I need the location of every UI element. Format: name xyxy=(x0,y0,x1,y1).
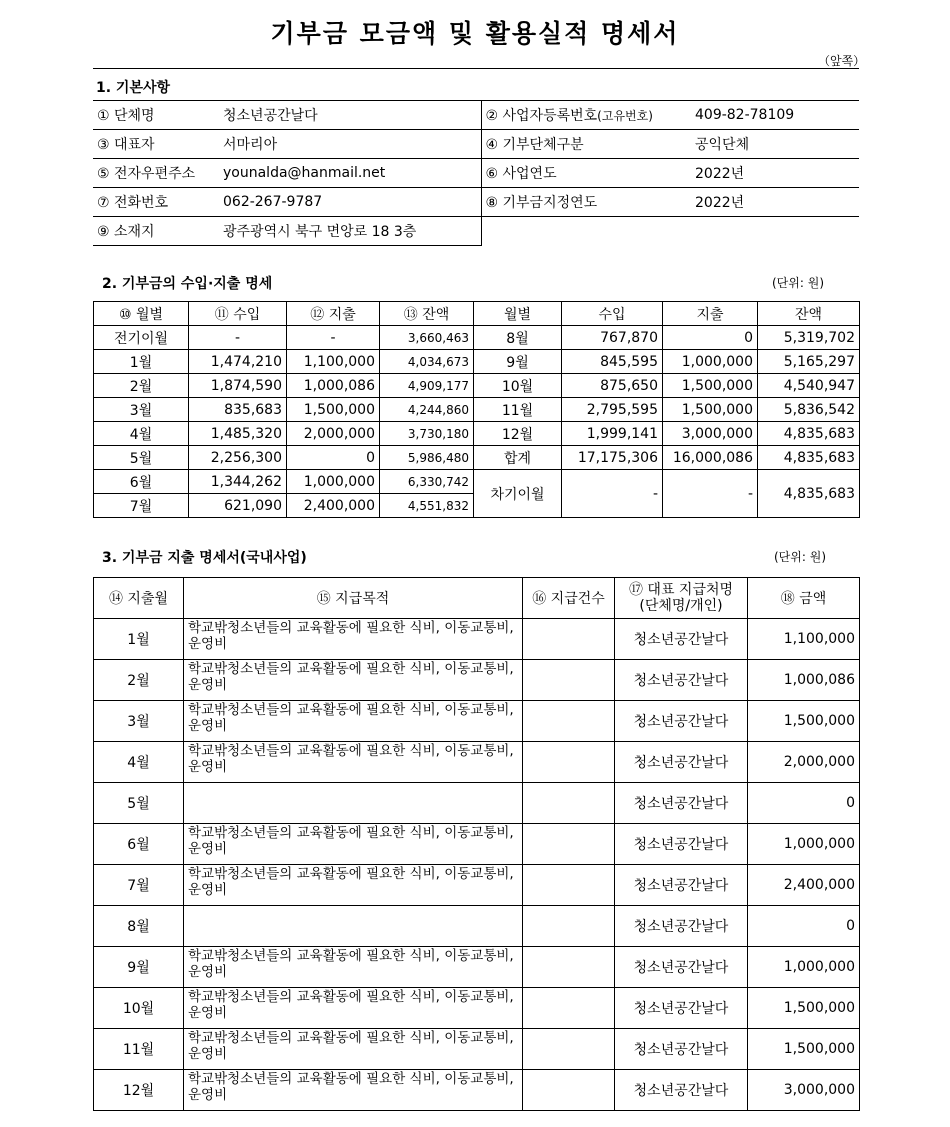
expense-row xyxy=(94,1029,860,1070)
income-month: 9월 xyxy=(474,350,562,374)
income-out: 0 xyxy=(663,326,758,350)
expense-month: 11월 xyxy=(94,1029,184,1070)
basic-info-label-text: ⑧ 기부금지정연도 xyxy=(485,195,598,211)
expense-month: 6월 xyxy=(94,824,184,865)
basic-info-label xyxy=(481,130,691,159)
expense-row xyxy=(94,947,860,988)
expense-month: 4월 xyxy=(94,742,184,783)
expense-count xyxy=(523,947,615,988)
basic-info-value: 공익단체 xyxy=(691,130,859,159)
income-expense-table xyxy=(93,301,860,518)
income-header-cell: 잔액 xyxy=(758,302,860,326)
income-header-cell: 월별 xyxy=(474,302,562,326)
expense-header-recipient-line2: (단체명/개인) xyxy=(639,598,723,614)
expense-count xyxy=(523,701,615,742)
basic-info-label xyxy=(481,101,691,130)
basic-info-value: 2022년 xyxy=(691,159,859,188)
expense-header-amount: ⑱ 금액 xyxy=(748,578,860,619)
expense-count xyxy=(523,742,615,783)
expense-header-count: ⑯ 지급건수 xyxy=(523,578,615,619)
expense-amount: 1,100,000 xyxy=(748,619,860,660)
address-label: ⑨ 소재지 xyxy=(93,217,219,246)
expense-recipient: 청소년공간날다 xyxy=(615,1070,748,1111)
expense-month: 10월 xyxy=(94,988,184,1029)
income-in: 17,175,306 xyxy=(562,446,663,470)
income-out: 1,000,086 xyxy=(287,374,380,398)
expense-row xyxy=(94,742,860,783)
basic-info-row xyxy=(93,188,859,217)
income-out: 1,000,000 xyxy=(287,470,380,494)
expense-row xyxy=(94,988,860,1029)
expense-amount: 1,000,000 xyxy=(748,824,860,865)
expense-recipient: 청소년공간날다 xyxy=(615,906,748,947)
expense-purpose: 학교밖청소년들의 교육활동에 필요한 식비, 이동교통비, 운영비 xyxy=(184,701,523,742)
income-in: 1,999,141 xyxy=(562,422,663,446)
income-month: 5월 xyxy=(94,446,189,470)
expense-header-purpose: ⑮ 지급목적 xyxy=(184,578,523,619)
basic-info-value: 청소년공간날다 xyxy=(219,101,481,130)
basic-info-value: 서마리아 xyxy=(219,130,481,159)
income-month: 12월 xyxy=(474,422,562,446)
expense-recipient: 청소년공간날다 xyxy=(615,865,748,906)
expense-detail-table xyxy=(93,577,860,1111)
expense-amount: 0 xyxy=(748,783,860,824)
expense-row xyxy=(94,906,860,947)
expense-purpose xyxy=(184,906,523,947)
expense-row xyxy=(94,619,860,660)
page-side-note: （앞쪽） xyxy=(818,54,866,68)
income-out: - xyxy=(663,470,758,518)
income-balance: 6,330,742 xyxy=(380,470,474,494)
income-in: 2,795,595 xyxy=(562,398,663,422)
expense-row xyxy=(94,783,860,824)
expense-month: 3월 xyxy=(94,701,184,742)
income-out: 16,000,086 xyxy=(663,446,758,470)
expense-row xyxy=(94,865,860,906)
income-header-cell: ⑬ 잔액 xyxy=(380,302,474,326)
income-balance: 4,835,683 xyxy=(758,470,860,518)
basic-info-value: 062-267-9787 xyxy=(219,188,481,217)
income-balance: 4,244,860 xyxy=(380,398,474,422)
income-month: 8월 xyxy=(474,326,562,350)
section3-heading: 3. 기부금 지출 명세서(국내사업) xyxy=(102,550,307,566)
basic-info-value: younalda@hanmail.net xyxy=(219,159,481,188)
expense-recipient: 청소년공간날다 xyxy=(615,824,748,865)
income-in: 875,650 xyxy=(562,374,663,398)
income-out: 2,400,000 xyxy=(287,494,380,518)
expense-count xyxy=(523,906,615,947)
income-balance: 5,319,702 xyxy=(758,326,860,350)
income-month: 3월 xyxy=(94,398,189,422)
basic-info-label: ⑤ 전자우편주소 xyxy=(93,159,219,188)
expense-month: 12월 xyxy=(94,1070,184,1111)
income-in: - xyxy=(562,470,663,518)
income-header-cell: 지출 xyxy=(663,302,758,326)
income-balance: 3,730,180 xyxy=(380,422,474,446)
expense-purpose: 학교밖청소년들의 교육활동에 필요한 식비, 이동교통비, 운영비 xyxy=(184,1070,523,1111)
expense-amount: 3,000,000 xyxy=(748,1070,860,1111)
income-in: 2,256,300 xyxy=(189,446,287,470)
basic-info-label-text: ④ 기부단체구분 xyxy=(485,137,584,153)
expense-purpose: 학교밖청소년들의 교육활동에 필요한 식비, 이동교통비, 운영비 xyxy=(184,865,523,906)
expense-recipient: 청소년공간날다 xyxy=(615,660,748,701)
expense-purpose: 학교밖청소년들의 교육활동에 필요한 식비, 이동교통비, 운영비 xyxy=(184,742,523,783)
income-row xyxy=(94,398,860,422)
address-value: 광주광역시 북구 면앙로 18 3층 xyxy=(219,217,481,246)
income-out: 1,000,000 xyxy=(663,350,758,374)
income-month: 2월 xyxy=(94,374,189,398)
expense-recipient: 청소년공간날다 xyxy=(615,742,748,783)
basic-info-label: ③ 대표자 xyxy=(93,130,219,159)
expense-month: 8월 xyxy=(94,906,184,947)
expense-purpose: 학교밖청소년들의 교육활동에 필요한 식비, 이동교통비, 운영비 xyxy=(184,1029,523,1070)
document-title: 기부금 모금액 및 활용실적 명세서 xyxy=(270,19,680,48)
expense-count xyxy=(523,988,615,1029)
expense-purpose: 학교밖청소년들의 교육활동에 필요한 식비, 이동교통비, 운영비 xyxy=(184,824,523,865)
expense-purpose: 학교밖청소년들의 교육활동에 필요한 식비, 이동교통비, 운영비 xyxy=(184,619,523,660)
income-row xyxy=(94,422,860,446)
expense-header-row xyxy=(94,578,860,619)
income-month: 11월 xyxy=(474,398,562,422)
basic-info-table xyxy=(93,100,859,246)
expense-amount: 2,400,000 xyxy=(748,865,860,906)
expense-count xyxy=(523,783,615,824)
expense-amount: 1,000,000 xyxy=(748,947,860,988)
expense-row xyxy=(94,824,860,865)
income-header-cell: ⑩ 월별 xyxy=(94,302,189,326)
income-balance: 4,909,177 xyxy=(380,374,474,398)
section1-heading: 1. 기본사항 xyxy=(96,80,171,96)
income-in: 1,344,262 xyxy=(189,470,287,494)
expense-amount: 1,500,000 xyxy=(748,988,860,1029)
income-in: 1,474,210 xyxy=(189,350,287,374)
expense-row xyxy=(94,660,860,701)
income-balance: 3,660,463 xyxy=(380,326,474,350)
income-row xyxy=(94,350,860,374)
expense-month: 9월 xyxy=(94,947,184,988)
expense-recipient: 청소년공간날다 xyxy=(615,701,748,742)
expense-header-recipient xyxy=(615,578,748,619)
expense-amount: 0 xyxy=(748,906,860,947)
expense-purpose: 학교밖청소년들의 교육활동에 필요한 식비, 이동교통비, 운영비 xyxy=(184,660,523,701)
expense-row xyxy=(94,1070,860,1111)
income-out: - xyxy=(287,326,380,350)
expense-month: 1월 xyxy=(94,619,184,660)
income-row xyxy=(94,446,860,470)
basic-info-row xyxy=(93,130,859,159)
income-in: 621,090 xyxy=(189,494,287,518)
income-month: 4월 xyxy=(94,422,189,446)
expense-purpose: 학교밖청소년들의 교육활동에 필요한 식비, 이동교통비, 운영비 xyxy=(184,988,523,1029)
income-balance: 4,540,947 xyxy=(758,374,860,398)
expense-count xyxy=(523,824,615,865)
income-row xyxy=(94,326,860,350)
expense-count xyxy=(523,660,615,701)
income-in: 1,874,590 xyxy=(189,374,287,398)
expense-recipient: 청소년공간날다 xyxy=(615,947,748,988)
expense-count xyxy=(523,619,615,660)
basic-info-value: 409-82-78109 xyxy=(691,101,859,130)
income-in: 835,683 xyxy=(189,398,287,422)
income-out: 0 xyxy=(287,446,380,470)
income-balance: 4,034,673 xyxy=(380,350,474,374)
expense-purpose xyxy=(184,783,523,824)
expense-header-month: ⑭ 지출월 xyxy=(94,578,184,619)
basic-info-value: 2022년 xyxy=(691,188,859,217)
expense-amount: 2,000,000 xyxy=(748,742,860,783)
expense-count xyxy=(523,1070,615,1111)
basic-info-row xyxy=(93,217,859,246)
income-month: 합계 xyxy=(474,446,562,470)
basic-info-label-text: ② 사업자등록번호 xyxy=(485,108,598,124)
income-header-cell: ⑪ 수입 xyxy=(189,302,287,326)
income-out: 1,500,000 xyxy=(663,374,758,398)
income-in: 1,485,320 xyxy=(189,422,287,446)
income-month: 7월 xyxy=(94,494,189,518)
income-in: 767,870 xyxy=(562,326,663,350)
income-header-cell: 수입 xyxy=(562,302,663,326)
income-header-cell: ⑫ 지출 xyxy=(287,302,380,326)
income-balance: 4,551,832 xyxy=(380,494,474,518)
expense-count xyxy=(523,865,615,906)
income-month: 전기이월 xyxy=(94,326,189,350)
section1-top-rule xyxy=(93,68,859,69)
income-out: 1,100,000 xyxy=(287,350,380,374)
expense-recipient: 청소년공간날다 xyxy=(615,619,748,660)
income-in: 845,595 xyxy=(562,350,663,374)
expense-recipient: 청소년공간날다 xyxy=(615,988,748,1029)
expense-recipient: 청소년공간날다 xyxy=(615,1029,748,1070)
expense-month: 2월 xyxy=(94,660,184,701)
income-balance: 5,165,297 xyxy=(758,350,860,374)
expense-amount: 1,500,000 xyxy=(748,701,860,742)
section3-unit: (단위: 원) xyxy=(774,550,826,564)
income-out: 3,000,000 xyxy=(663,422,758,446)
income-balance: 5,836,542 xyxy=(758,398,860,422)
basic-info-label xyxy=(481,159,691,188)
income-row xyxy=(94,470,860,494)
income-balance: 4,835,683 xyxy=(758,446,860,470)
income-balance: 5,986,480 xyxy=(380,446,474,470)
basic-info-label-text: ⑥ 사업연도 xyxy=(485,166,557,182)
expense-amount: 1,000,086 xyxy=(748,660,860,701)
basic-info-row xyxy=(93,101,859,130)
basic-info-label: ① 단체명 xyxy=(93,101,219,130)
income-month: 6월 xyxy=(94,470,189,494)
expense-amount: 1,500,000 xyxy=(748,1029,860,1070)
section2-heading: 2. 기부금의 수입·지출 명세 xyxy=(102,276,273,292)
income-out: 2,000,000 xyxy=(287,422,380,446)
income-balance: 4,835,683 xyxy=(758,422,860,446)
basic-info-label: ⑦ 전화번호 xyxy=(93,188,219,217)
income-in: - xyxy=(189,326,287,350)
expense-month: 7월 xyxy=(94,865,184,906)
expense-count xyxy=(523,1029,615,1070)
income-out: 1,500,000 xyxy=(663,398,758,422)
income-month: 차기이월 xyxy=(474,470,562,518)
section2-unit: (단위: 원) xyxy=(772,276,824,290)
income-row xyxy=(94,374,860,398)
basic-info-label xyxy=(481,188,691,217)
expense-row xyxy=(94,701,860,742)
income-out: 1,500,000 xyxy=(287,398,380,422)
expense-recipient: 청소년공간날다 xyxy=(615,783,748,824)
expense-header-recipient-line1: ⑰ 대표 지급처명 xyxy=(628,582,734,598)
income-header-row xyxy=(94,302,860,326)
address-empty xyxy=(481,217,859,246)
expense-month: 5월 xyxy=(94,783,184,824)
basic-info-row xyxy=(93,159,859,188)
income-month: 1월 xyxy=(94,350,189,374)
income-month: 10월 xyxy=(474,374,562,398)
basic-info-label-sub: (고유번호) xyxy=(597,109,653,123)
expense-purpose: 학교밖청소년들의 교육활동에 필요한 식비, 이동교통비, 운영비 xyxy=(184,947,523,988)
